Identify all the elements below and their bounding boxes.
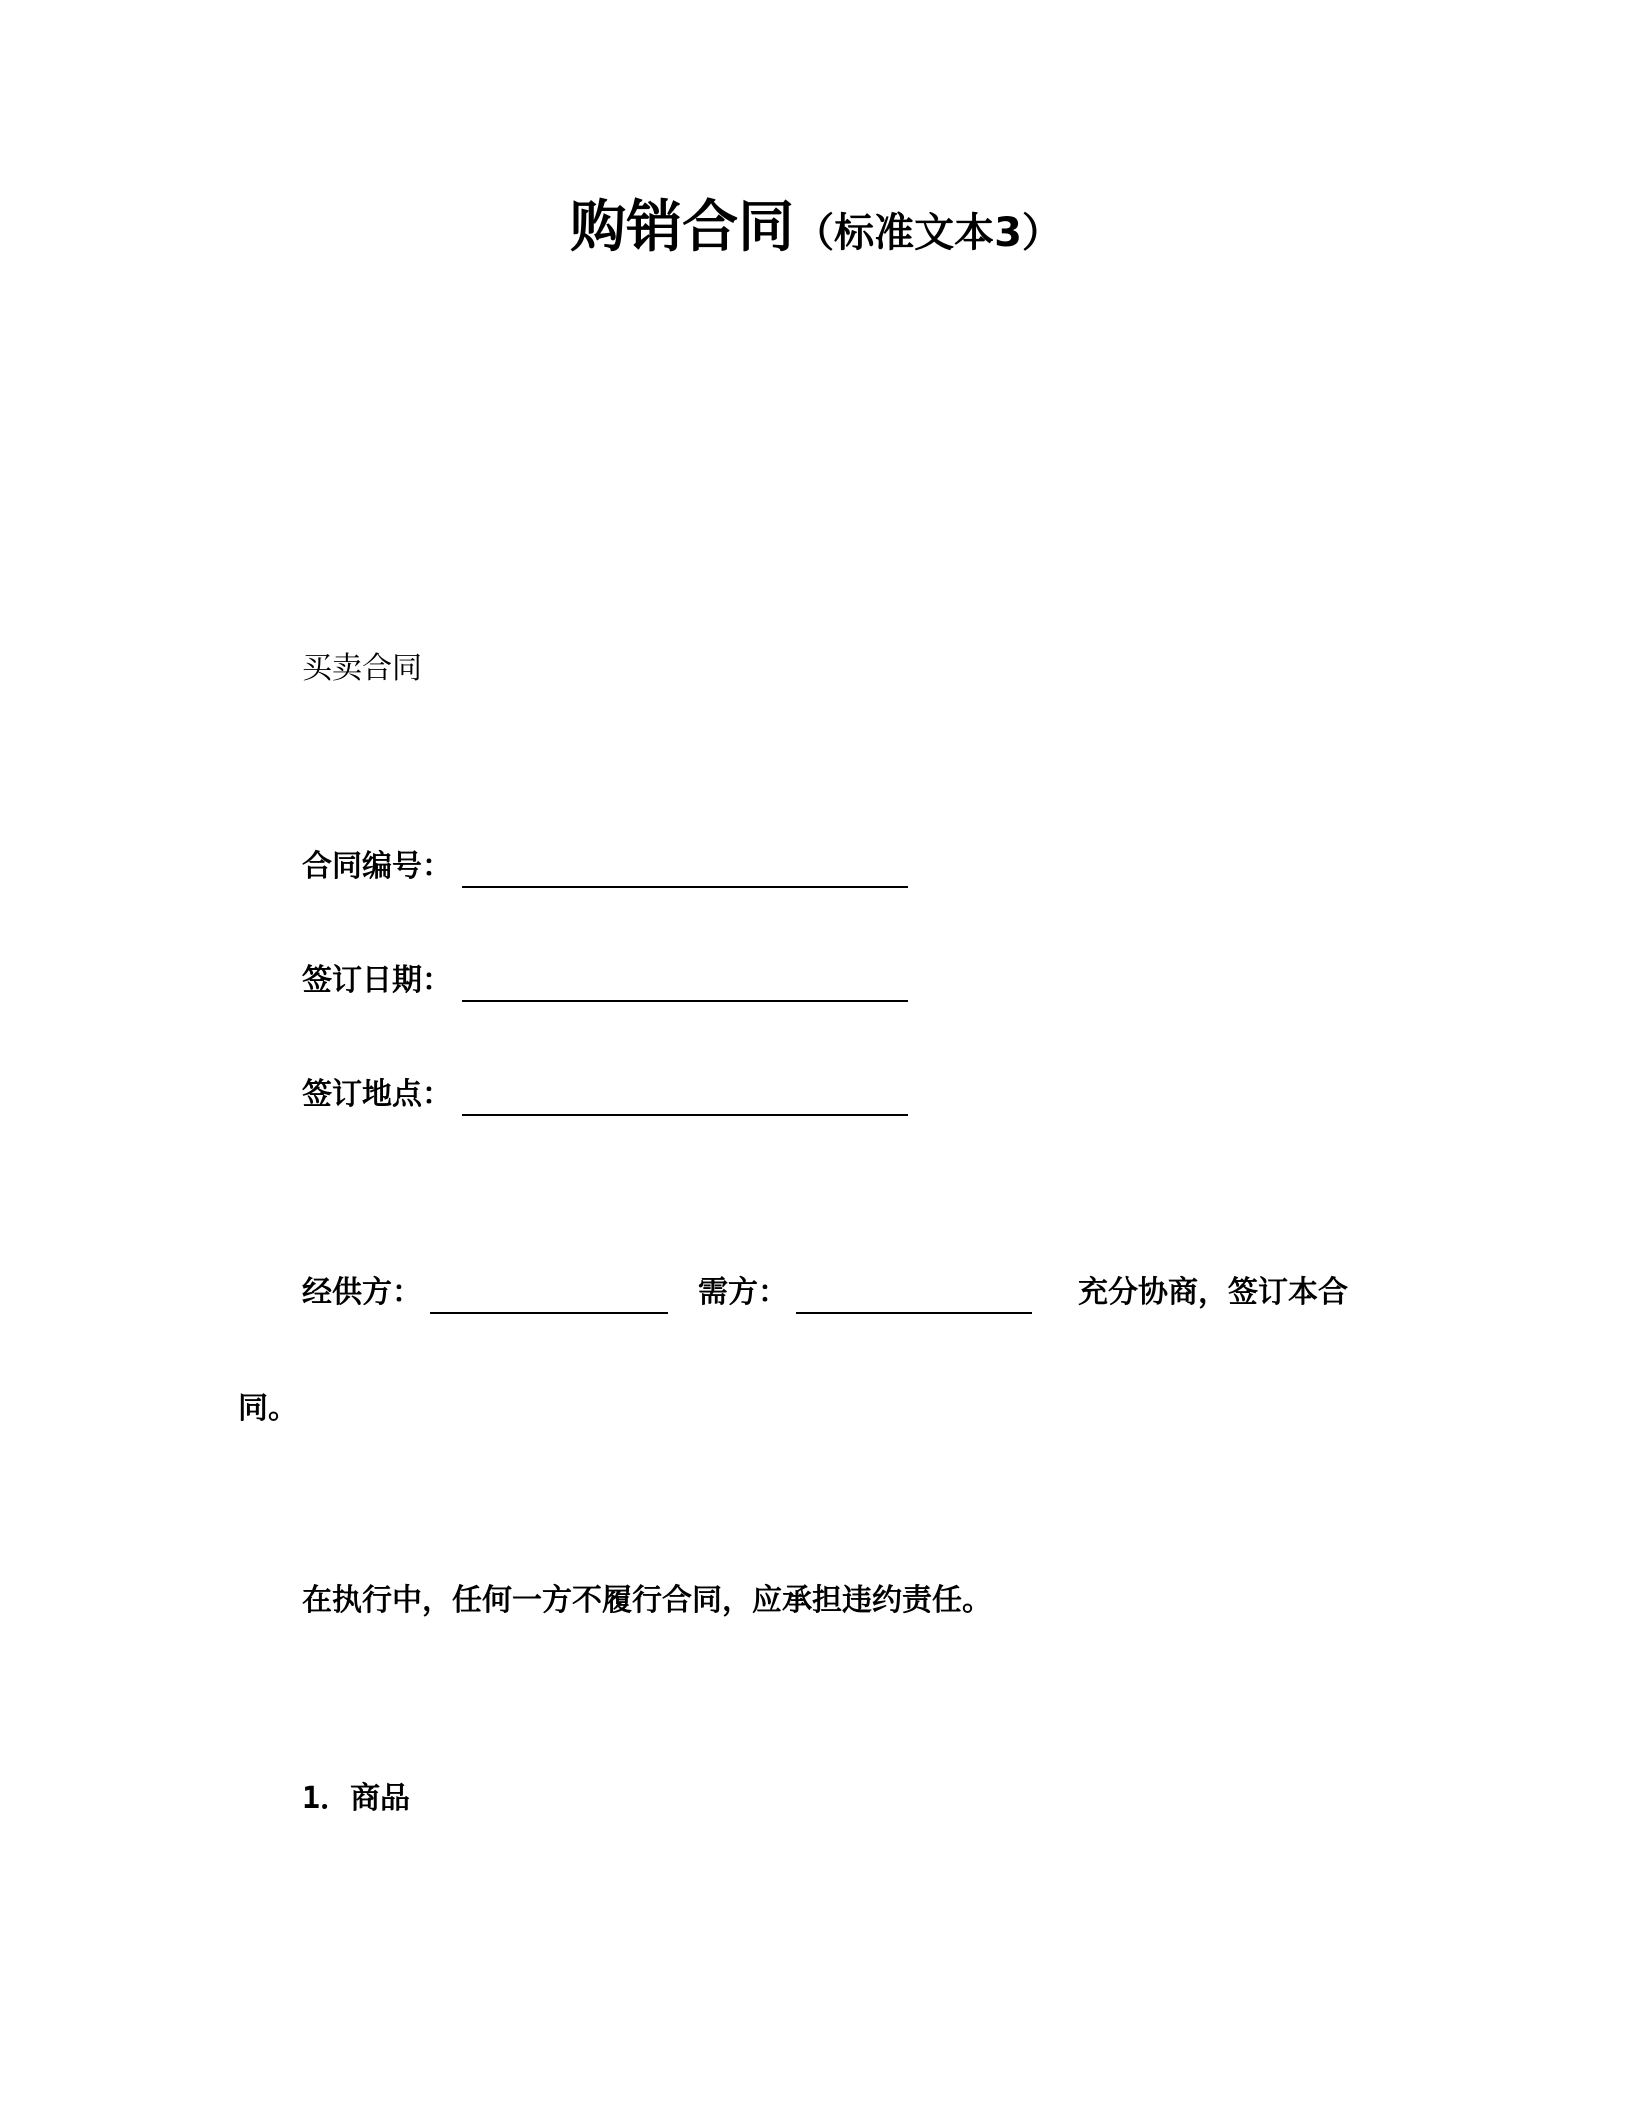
document-title bbox=[0, 195, 1632, 260]
sign-place-label: 签订地点： bbox=[302, 1077, 452, 1112]
supplier-label: 经供方： bbox=[302, 1275, 422, 1310]
contract-no-blank bbox=[462, 886, 908, 888]
buyer-label: 需方： bbox=[698, 1275, 788, 1310]
title-main: 购销合同 bbox=[570, 195, 795, 260]
title-subtitle: （标准文本3） bbox=[794, 210, 1062, 256]
buyer-blank bbox=[796, 1312, 1032, 1314]
sign-place-blank bbox=[462, 1114, 908, 1116]
sign-date-blank bbox=[462, 1000, 908, 1002]
sign-date-label: 签订日期： bbox=[302, 963, 452, 998]
section-1-title: 商品 bbox=[350, 1781, 411, 1816]
contract-no-label: 合同编号： bbox=[302, 849, 452, 884]
section-1-heading bbox=[302, 1781, 411, 1816]
supplier-blank bbox=[430, 1312, 668, 1314]
negotiate-text: 充分协商，签订本合 bbox=[1078, 1275, 1348, 1310]
negotiate-continuation: 同。 bbox=[238, 1391, 298, 1426]
liability-clause: 在执行中，任何一方不履行合同，应承担违约责任。 bbox=[302, 1583, 992, 1618]
contract-heading: 买卖合同 bbox=[302, 651, 422, 686]
section-1-number: 1． bbox=[302, 1781, 351, 1816]
